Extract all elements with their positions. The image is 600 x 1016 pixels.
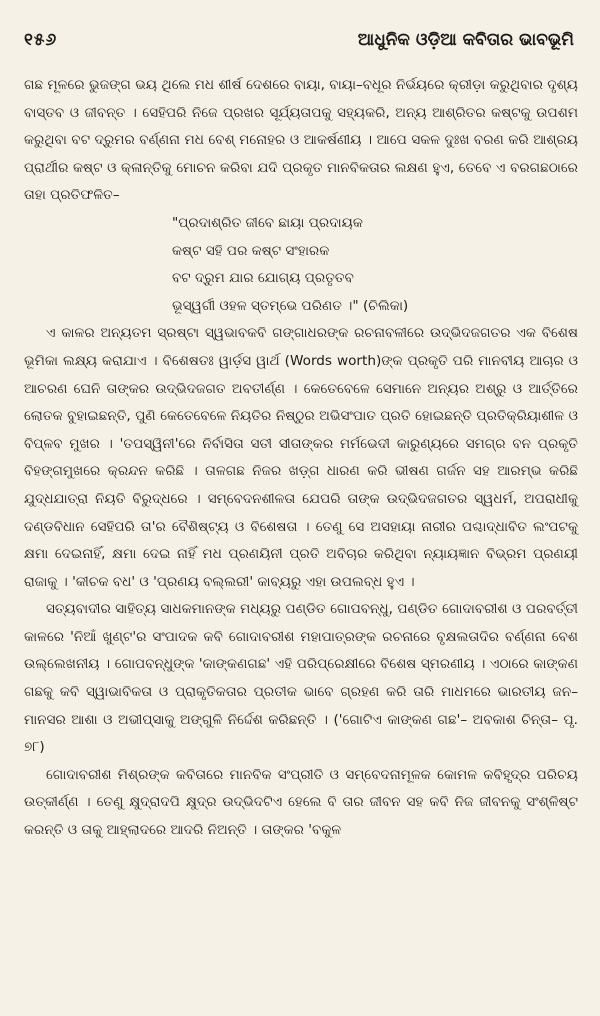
verse-quote xyxy=(172,210,578,320)
page-header xyxy=(24,30,578,50)
paragraph-3: ସତ୍ୟବାଦୀର ସାହିତ୍ୟ ସାଧକମାନଙ୍କ ମଧ୍ୟରୁ ପଣ୍ଡିତ ଗୋପବନ୍ଧୁ, ପଣ୍ଡିତ ଗୋଦାବରୀଶ ଓ ପରବର୍ତ୍ତୀ କାଳରେ 'ନିଆଁ ଖୁଣ୍ଟ'ର ସଂପାଦକ କବି ଗୋଦାବରୀଶ ମହାପାତ୍ରଙ୍କ ରଚନାରେ ବୃକ୍ଷଲତାଦିର ବର୍ଣ୍ଣନା ବେଶ ଉଲ୍ଲେଖନୀୟ । ଗୋପବନ୍ଧୁଙ୍କ 'କାଙ୍କଣଗଛ' ଏହି ପରିପ୍ରେକ୍ଷୀରେ ବିଶେଷ ସ୍ମରଣୀୟ । ଏଠାରେ କାଙ୍କଣ ଗଛକୁ କବି ସ୍ୱାଭାବିକତା ଓ ପ୍ରାକୃତିକତାର ପ୍ରତୀକ ଭାବେ ଗ୍ରହଣ କରି ତାରି ମାଧମରେ ଭାରତୀୟ ଜନ–ମାନସର ଆଶା ଓ ଅଭୀପ୍ସାକୁ ଅଙ୍ଗୁଳି ନିର୍ଦ୍ଦେଶ କରିଛନ୍ତି । ('ଗୋଟିଏ କାଙ୍କଣ ଗଛ'– ଅବକାଶ ଚିନ୍ତା– ପୃ. ୭୮) xyxy=(24,601,578,756)
running-title: ଆଧୁନିକ ଓଡ଼ିଆ କବିତାର ଭାବଭୂମି xyxy=(357,30,574,50)
paragraph-2: ଏ କାଳର ଅନ୍ୟତମ ସ୍ରଷ୍ଟା ସ୍ୱଭାବକବି ଗଙ୍ଗାଧରଙ୍କ ରଚନାବଳୀରେ ଉଦ୍ଭିଦଜଗତର ଏକ ବିଶେଷ ଭୂମିକା ଲକ୍ଷ୍ୟ କରାଯାଏ । ବିଶେଷତଃ ୱାର୍ଡ଼ସ ୱାର୍ଥ (Words worth)ଙ୍କ ପ୍ରକୃତି ପରି ମାନବୀୟ ଆଚାର ଓ ଆଚରଣ ଘେନି ତାଙ୍କର ଉଦ୍ଭିଦଜଗତ ଅବତୀର୍ଣ୍ଣ । କେତେବେଳେ ସେମାନେ ଅନ୍ୟର ଅଶ୍ରୁ ଓ ଆର୍ତ୍ତିରେ ଲୋତକ ବୁହାଇଛନ୍ତି, ପୁଣି କେତେବେଳେ ନିୟତିର ନିଷ୍ଠୁର ଅଭିସଂପାତ ପ୍ରତି ହୋଇଛନ୍ତି ପ୍ରତିକ୍ରିୟାଶୀଳ ଓ ବିପ୍ଳବ ମୁଖର । 'ତପସ୍ୱିନୀ'ରେ ନିର୍ବାସିତା ସତୀ ସୀତାଙ୍କର ମର୍ମଭେଦୀ କାରୁଣ୍ୟରେ ସମଗ୍ର ବନ ପ୍ରକୃତି ବିହଙ୍ଗମୁଖରେ କ୍ରନ୍ଦନ କରିଛି । ତାଳଗଛ ନିଜର ଖଡ଼୍ଗ ଧାରଣ କରି ଭୀଷଣ ଗର୍ଜନ ସହ ଆରମ୍ଭ କରିଛି ଯୁଦ୍ଧଯାତ୍ରା ନିୟତି ବିରୁଦ୍ଧରେ । ସମ୍ବେଦନଶୀଳତା ଯେପରି ତାଙ୍କ ଉଦ୍ଭିଦଜଗତର ସ୍ୱଧର୍ମ, ଅପରାଧୀକୁ ଦଣ୍ଡବିଧାନ ସେହିପରି ତା'ର ବୈଶିଷ୍ଟ୍ୟ ଓ ବିଶେଷତା । ତେଣୁ ସେ ଅସହାୟା ନାରୀର ପଶ୍ଚାଦ୍ଧାବିତ ଲଂପଟକୁ କ୍ଷମା ଦେଇନାହିଁ, କ୍ଷମା ଦେଇ ନାହିଁ ମଧ ପ୍ରଣୟିନୀ ପ୍ରତି ଅବିଚାର କରିଥିବା ନ୍ୟାୟଜ୍ଞାନ ବିଭ୍ରମ ପ୍ରଣୟୀ ରାଜାକୁ । 'କୀଚକ ବଧ' ଓ 'ପ୍ରଣୟ ବଲ୍ଲରୀ' କାବ୍ୟରୁ ଏହା ଉପଲବ୍ଧ ହୁଏ । xyxy=(24,325,578,590)
verse-line: "ପ୍ରଦାଶ୍ରିତ ଜୀବେ ଛାୟା ପ୍ରଦାୟକ xyxy=(172,214,363,231)
verse-line: ବଟ ଦ୍ରୁମ ଯାର ଯୋଗ୍ୟ ପ୍ରତୃତବ xyxy=(172,270,354,287)
verse-line: ଭୂସ୍ୱର୍ଗୀ ଓହଳ ସ୍ତମ୍ଭେ ପରିଣତ ।" (ଚିଲିକା) xyxy=(172,297,409,314)
verse-line: କଷ୍ଟ ସହି ପର କଷ୍ଟ ସଂହାରକ xyxy=(172,242,330,259)
page-number: ୧୫୬ xyxy=(24,30,58,50)
paragraph-4: ଗୋଦାବରୀଶ ମିଶ୍ରଙ୍କ କବିତାରେ ମାନବିକ ସଂପ୍ରୀତି ଓ ସମ୍ବେଦନାମୂଳକ କୋମଳ କବିହୃଦ୍‌ର ପରିଚୟ ଉତ୍କୀର୍ଣ୍ଣ । ତେଣୁ କ୍ଷୁଦ୍ରାଦପି କ୍ଷୁଦ୍ର ଉଦ୍ଭିଦଟିଏ ହେଲେ ବି ତାର ଜୀବନ ସହ କବି ନିଜ ଜୀବନକୁ ସଂଶ୍ଳିଷ୍ଟ କରନ୍ତି ଓ ତାକୁ ଆହ୍ଲାଦରେ ଆଦରି ନିଅନ୍ତି । ତାଙ୍କର 'ବକୁଳ xyxy=(24,766,578,839)
paragraph-1: ଗଛ ମୂଳରେ ଭୁଜଙ୍ଗ ଭୟ ଥିଲେ ମଧ ଶୀର୍ଷ ଦେଶରେ ବାୟା, ବାୟା–ବଧୂର ନିର୍ଭୟରେ କ୍ରୀଡ଼ା କରୁଥିବାର ଦୃଶ୍ୟ ବାସ୍ତବ ଓ ଜୀବନ୍ତ । ସେହିପରି ନିଜେ ପ୍ରଖର ସୂର୍ଯ୍ୟତାପକୁ ସହ୍ୟକରି, ଅନ୍ୟ ଆଶ୍ରିତର କଷ୍ଟକୁ ଉପଶମ କରୁଥିବା ବଟ ଦ୍ରୁମର ବର୍ଣ୍ଣନା ମଧ ବେଶ୍ ମନୋହର ଓ ଆକର୍ଷଣୀୟ । ଆପେ ସକଳ ଦୁଃଖ ବରଣ କରି ଆଶ୍ରୟ ପ୍ରାର୍ଥୀର କଷ୍ଟ ଓ କ୍ଳାନ୍ତିକୁ ମୋଚନ କରିବା ଯଦି ପ୍ରକୃତ ମାନବିକତାର ଲକ୍ଷଣ ହୁଏ, ତେବେ ଏ ବରଗଛଠାରେ ତାହା ପ୍ରତିଫଳିତ– xyxy=(24,77,578,204)
